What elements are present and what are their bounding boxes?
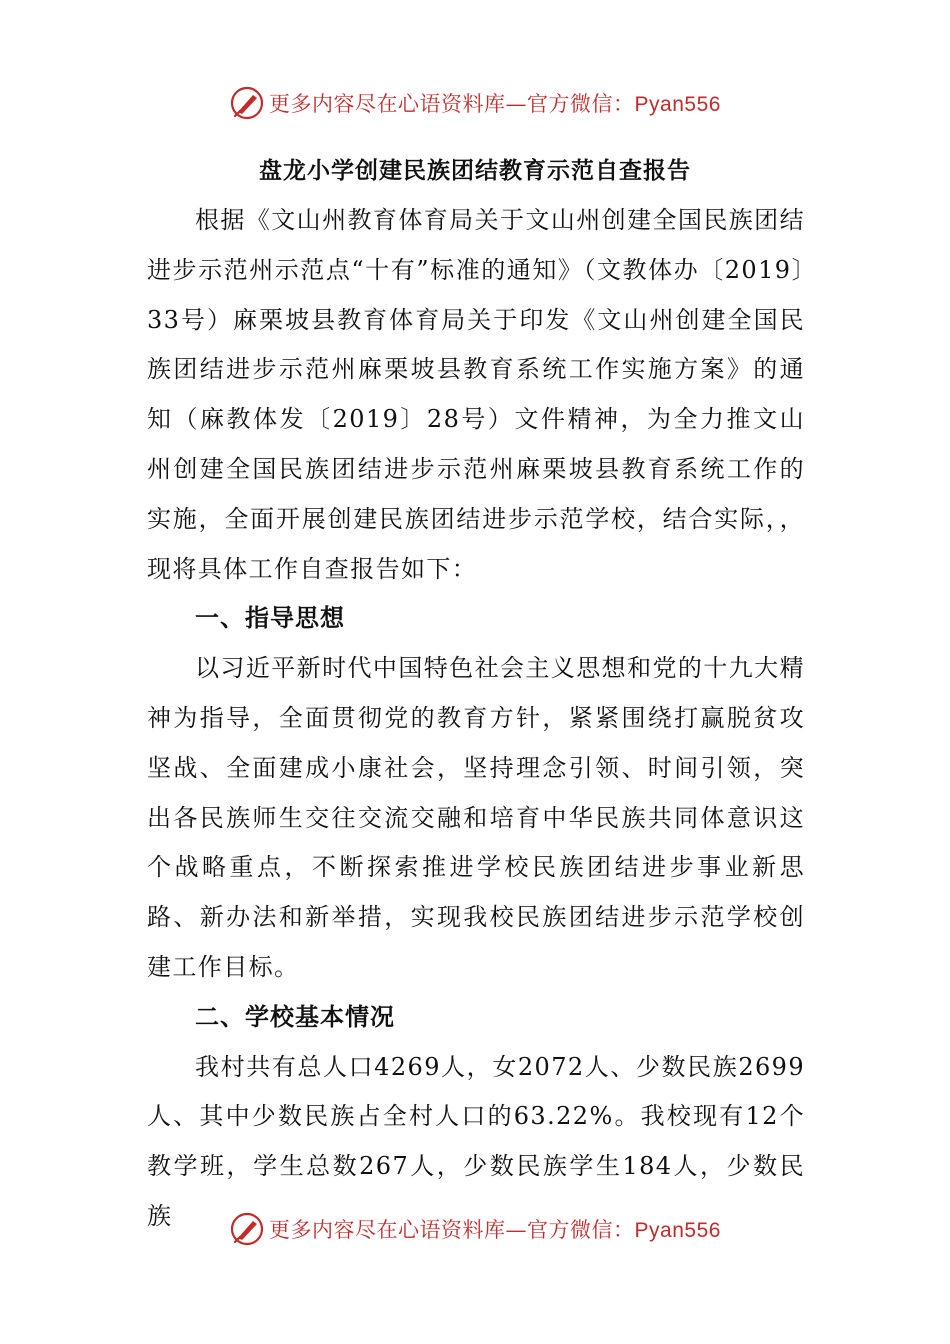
- guiding-ideology-paragraph: 以习近平新时代中国特色社会主义思想和党的十九大精神为指导，全面贯彻党的教育方针，紧紧围绕打赢脱贫攻坚战、全面建成小康社会，坚持理念引领、时间引领，突出各民族师生交往交流交融和培育中华民族共同体意识这个战略重点，不断探索推进学校民族团结进步事业新思路、新办法和新举措，实现我校民族团结进步示范学校创建工作目标。: [147, 654, 805, 981]
- section-heading-guiding-ideology: 一、指导思想: [195, 604, 345, 633]
- intro-paragraph: 根据《文山州教育体育局关于文山州创建全国民族团结进步示范州示范点“十有”标准的通知》（文教体办〔2019〕33号）麻栗坡县教育体育局关于印发《文山州创建全国民族团结进步示范州麻栗坡县教育系统工作实施方案》的通知（麻教体发〔2019〕28号）文件精神，为全力推文山州创建全国民族团结进步示范州麻栗坡县教育系统工作的实施，全面开展创建民族团结进步示范学校，结合实际，，现将具体工作自查报告如下：: [147, 206, 805, 583]
- quill-logo-icon: [229, 85, 265, 121]
- document-title: 盘龙小学创建民族团结教育示范自查报告: [259, 158, 691, 184]
- watermark-text: 更多内容尽在心语资料库—官方微信：Pyan556: [269, 1218, 721, 1242]
- document-body: [147, 196, 805, 1242]
- watermark-text: 更多内容尽在心语资料库—官方微信：Pyan556: [269, 92, 721, 116]
- quill-logo-icon: [229, 1211, 265, 1247]
- watermark-footer: [0, 1209, 950, 1249]
- school-basics-paragraph: 我村共有总人口4269人，女2072人、少数民族2699人、其中少数民族占全村人口的63.22%。我校现有12个教学班，学生总数267人，少数民族学生184人，少数民族: [147, 1052, 805, 1230]
- section-heading-school-basics: 二、学校基本情况: [195, 1002, 395, 1031]
- watermark-header: [0, 83, 950, 123]
- wechat-id: Pyan556: [634, 93, 721, 116]
- wechat-id: Pyan556: [634, 1219, 721, 1242]
